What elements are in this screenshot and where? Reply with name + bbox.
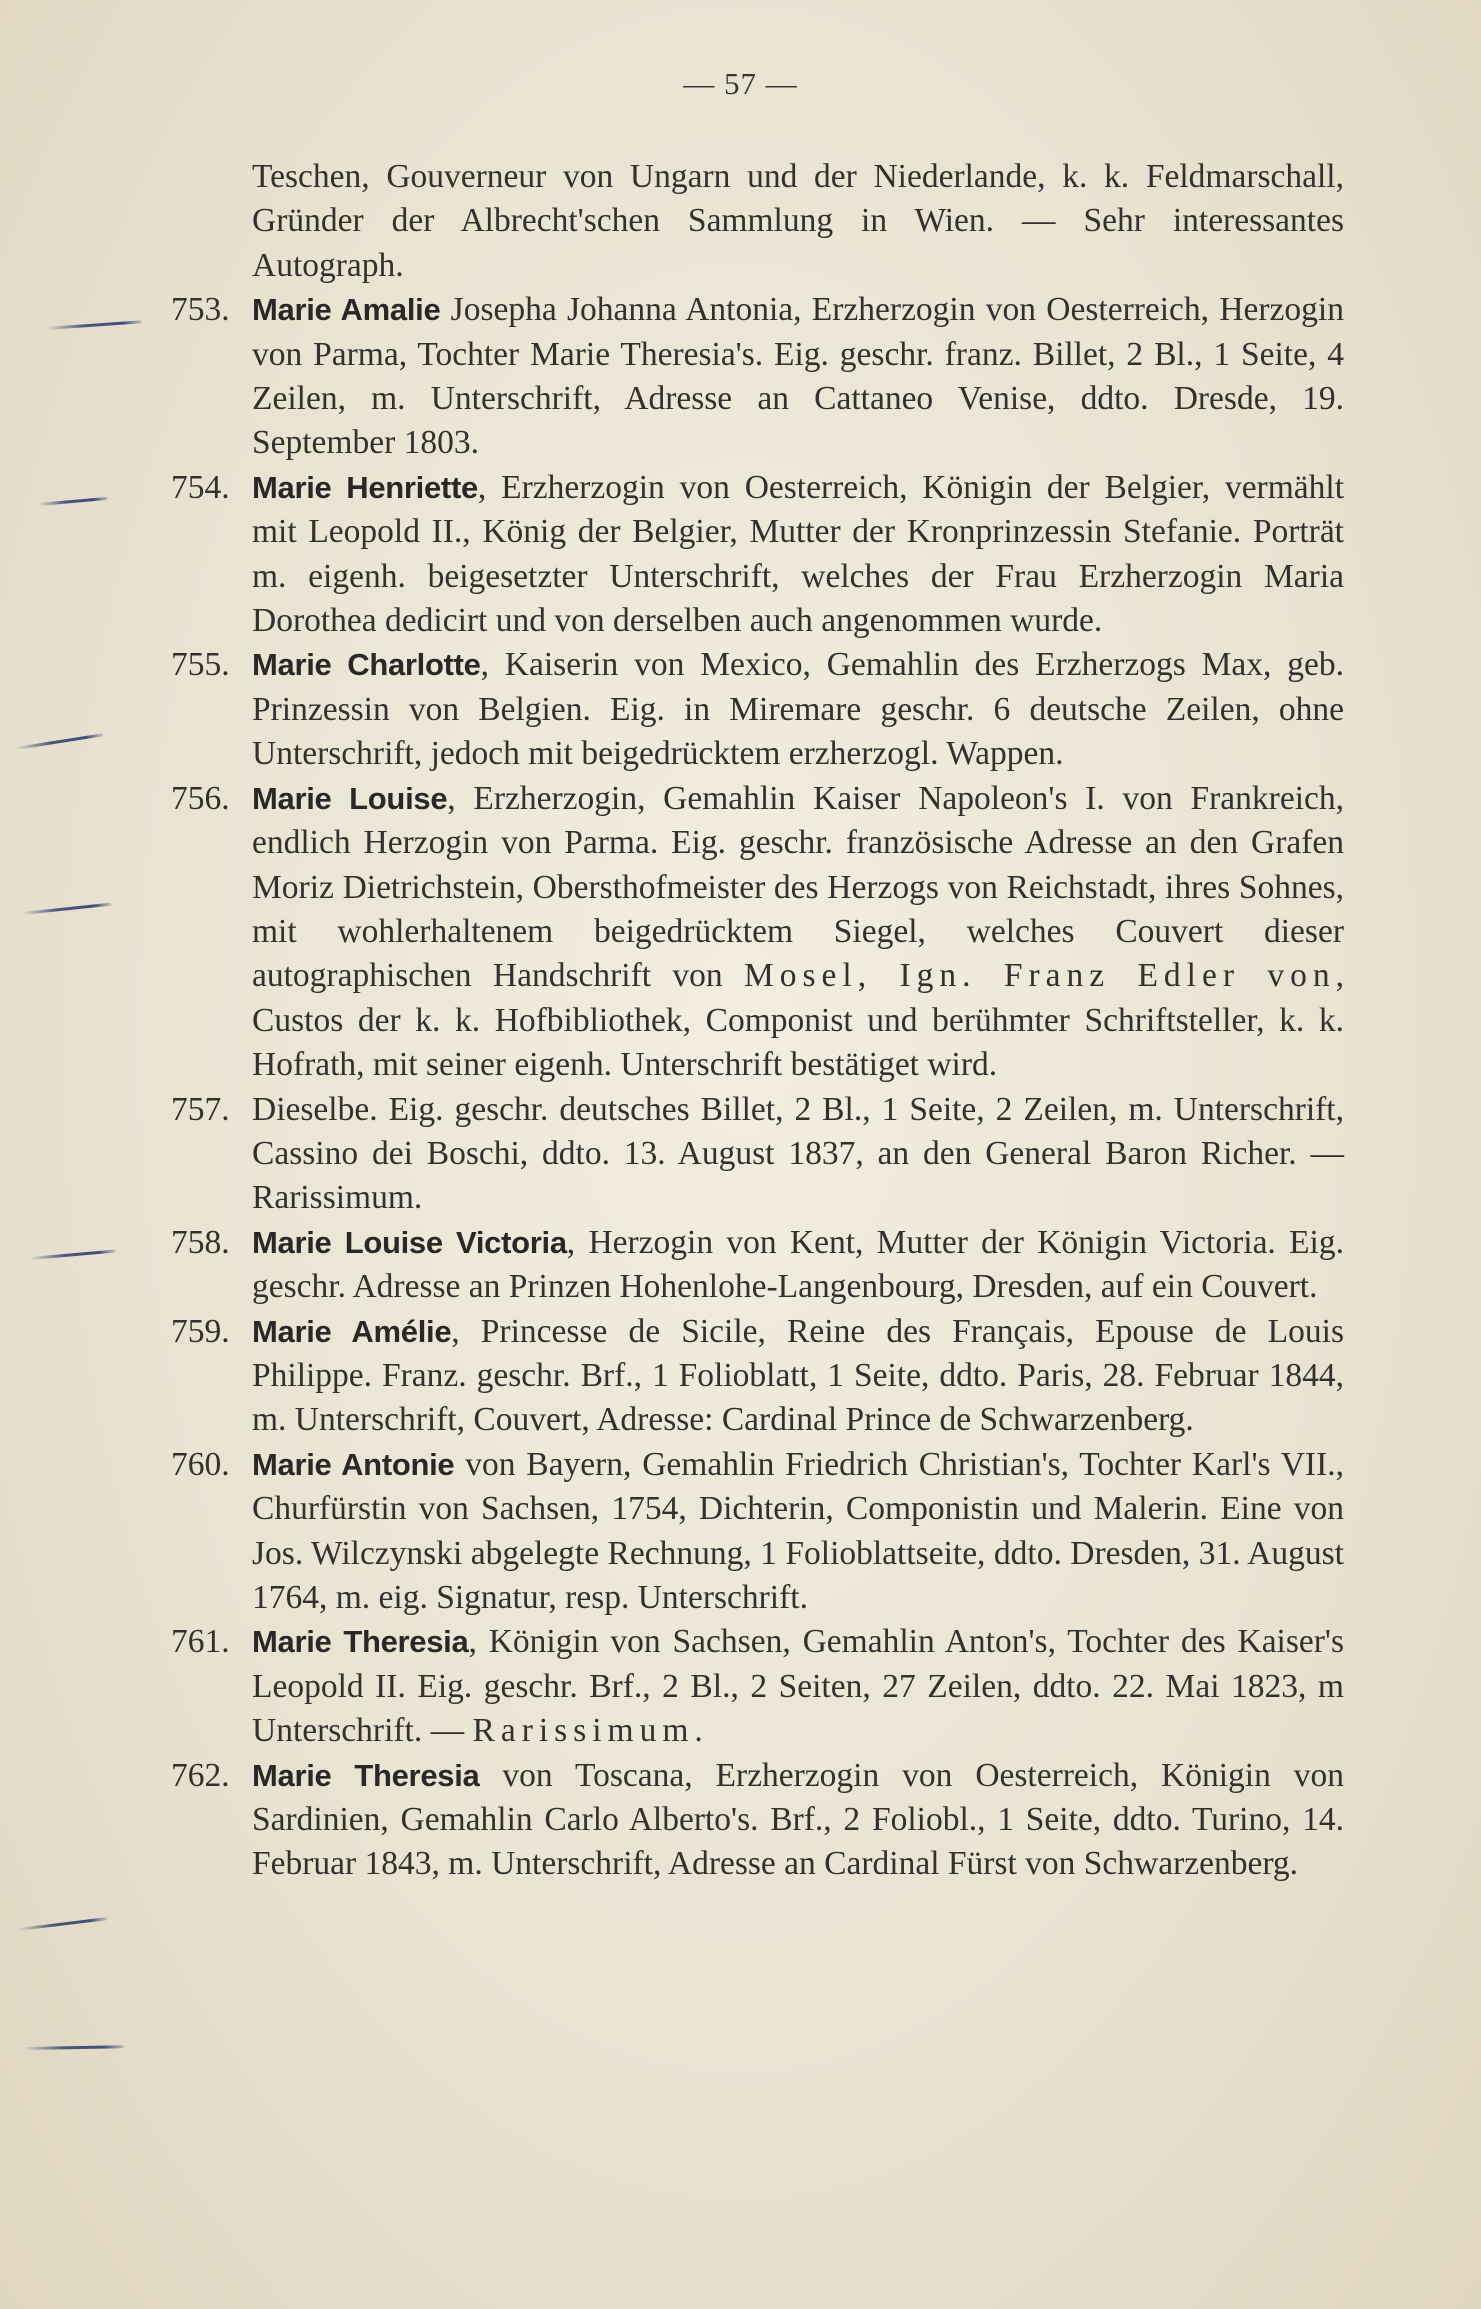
entry-number: 756.	[171, 779, 230, 817]
entry-number: 759.	[171, 1312, 230, 1350]
entry-text: von Bayern, Gemahlin Friedrich Christian's, Tochter Karl's VII., Churfürstin von Sachsen, 1754, Dichterin, Componistin und Malerin. Eine von Jos. Wilczynski abgelegte Rechnung, 1 Folioblattseite, ddto. Dresden, 31. August 1764, m. eig. Signatur, resp. Unterschrift.	[252, 1445, 1344, 1616]
entry-758	[171, 1221, 1344, 1310]
entry-name: Marie Theresia	[252, 1757, 480, 1793]
entry-name: Marie Amalie	[252, 292, 441, 328]
margin-mark-761	[18, 1917, 108, 1931]
entry-number: 758.	[171, 1223, 230, 1261]
continuation-paragraph: Teschen, Gouverneur von Ungarn und der Niederlande, k. k. Feldmarschall, Gründer der Albrecht'schen Sammlung in Wien. — Sehr interessantes Autograph.	[252, 158, 1344, 284]
entry-text: , Erzherzogin, Gemahlin Kaiser Napoleon's I. von Frankreich, endlich Herzogin von Parma. Eig. geschr. französische Adresse an den Grafen Moriz Dietrichstein, Obersthofmeister des Herzogs von Reichstadt, ihres Sohnes, mit wohlerhaltenem beigedrücktem Siegel, welches Couvert dieser autographischen Handschrift von	[252, 779, 1344, 995]
entry-text: Dieselbe. Eig. geschr. deutsches Billet, 2 Bl., 1 Seite, 2 Zeilen, m. Unterschrift, Cassino dei Boschi, ddto. 13. August 1837, an den General Baron Richer. — Rarissimum.	[252, 1090, 1344, 1217]
margin-mark-755	[16, 733, 103, 750]
entry-755	[171, 643, 1344, 776]
entry-spaced-text: Rarissimum	[472, 1712, 695, 1750]
entry-759	[171, 1310, 1344, 1443]
entry-name: Marie Henriette	[252, 469, 478, 505]
entry-text-after: , Custos der k. k. Hofbibliothek, Componist und berühmter Schriftsteller, k. k. Hofrath, mit seiner eigenh. Unterschrift bestätiget wird.	[252, 957, 1344, 1084]
entry-name: Marie Louise	[252, 780, 448, 816]
entry-name: Marie Louise Victoria	[252, 1224, 567, 1260]
entry-text-after: .	[694, 1712, 703, 1750]
entry-spaced-text: Mosel, Ign. Franz Edler von	[743, 957, 1336, 995]
entry-761	[171, 1620, 1345, 1753]
entry-760	[171, 1443, 1344, 1621]
margin-mark-756	[22, 903, 112, 915]
margin-mark-753	[46, 320, 142, 330]
margin-mark-757	[30, 1250, 116, 1260]
entry-text: Josepha Johanna Antonia, Erzherzogin von Oesterreich, Herzogin von Parma, Tochter Marie Theresia's. Eig. geschr. franz. Billet, 2 Bl., 1 Seite, 4 Zeilen, m. Unterschrift, Adresse an Cattaneo Venise, ddto. Dresde, 19. September 1803.	[252, 291, 1344, 462]
catalogue-text	[171, 155, 1345, 1887]
entry-number: 760.	[171, 1445, 230, 1483]
entry-text: von Toscana, Erzherzogin von Oesterreich, Königin von Sardinien, Gemahlin Carlo Alberto's. Brf., 2 Foliobl., 1 Seite, ddto. Turino, 14. Februar 1843, m. Unterschrift, Adresse an Cardinal Fürst von Schwarzenberg.	[252, 1756, 1345, 1883]
entry-name: Marie Amélie	[252, 1313, 452, 1349]
entry-757	[171, 1088, 1344, 1221]
entry-number: 757.	[171, 1090, 230, 1128]
entry-753	[171, 288, 1344, 466]
entry-756	[171, 777, 1344, 1088]
entry-text: , Kaiserin von Mexico, Gemahlin des Erzherzogs Max, geb. Prinzessin von Belgien. Eig. in Miremare geschr. 6 deutsche Zeilen, ohne Unterschrift, jedoch mit beigedrücktem erzherzogl. Wappen.	[252, 646, 1344, 773]
entry-754	[171, 466, 1345, 644]
entry-text: , Königin von Sachsen, Gemahlin Anton's, Tochter des Kaiser's Leopold II. Eig. geschr. Brf., 2 Bl., 2 Seiten, 27 Zeilen, ddto. 22. Mai 1823, m Unterschrift. —	[252, 1623, 1345, 1750]
margin-mark-754	[38, 497, 108, 506]
entry-text: , Herzogin von Kent, Mutter der Königin Victoria. Eig. geschr. Adresse an Prinzen Hohenlohe-Langenbourg, Dresden, auf ein Couvert.	[252, 1223, 1344, 1306]
entry-number: 753.	[171, 291, 230, 329]
entry-text: , Princesse de Sicile, Reine des Français, Epouse de Louis Philippe. Franz. geschr. Brf., 1 Folioblatt, 1 Seite, ddto. Paris, 28. Februar 1844, m. Unterschrift, Couvert, Adresse: Cardinal Prince de Schwarzenberg.	[252, 1312, 1344, 1439]
entry-number: 762.	[171, 1756, 230, 1794]
entry-number: 755.	[171, 646, 230, 684]
margin-mark-762	[24, 2045, 124, 2050]
entry-number: 761.	[171, 1623, 230, 1661]
entry-name: Marie Charlotte	[252, 647, 481, 683]
entry-name: Marie Antonie	[252, 1446, 455, 1482]
entry-number: 754.	[171, 468, 230, 506]
entry-762	[171, 1754, 1345, 1887]
entry-name: Marie Theresia	[252, 1624, 469, 1660]
page-number: — 57 —	[683, 66, 798, 101]
entry-text: , Erzherzogin von Oesterreich, Königin der Belgier, vermählt mit Leopold II., König der Belgier, Mutter der Kronprinzessin Stefanie. Porträt m. eigenh. beigesetzter Unterschrift, welches der Frau Erzherzogin Maria Dorothea dedicirt und von derselben auch angenommen wurde.	[252, 468, 1345, 640]
